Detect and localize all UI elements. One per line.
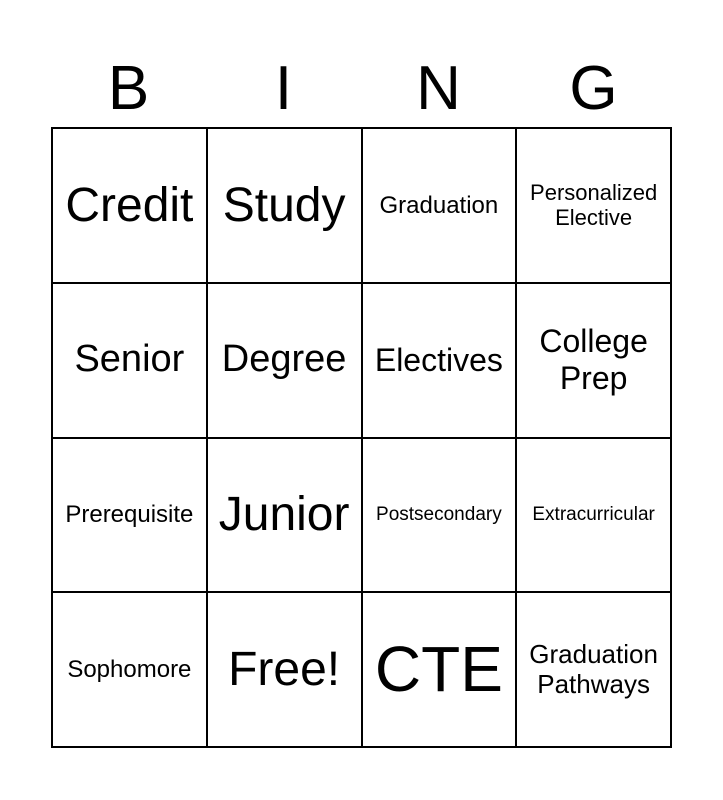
bingo-cell[interactable]: College Prep [517, 284, 672, 439]
bingo-cell[interactable]: Extracurricular [517, 439, 672, 594]
bingo-cell[interactable]: Sophomore [53, 593, 208, 748]
bingo-cell[interactable]: Prerequisite [53, 439, 208, 594]
bingo-cell[interactable]: Postsecondary [363, 439, 518, 594]
bingo-cell[interactable]: CTE [363, 593, 518, 748]
bingo-cell[interactable]: Electives [363, 284, 518, 439]
bingo-cell[interactable]: Graduation [363, 129, 518, 284]
bingo-cell[interactable]: Study [208, 129, 363, 284]
bingo-cell[interactable]: Personalized Elective [517, 129, 672, 284]
bingo-cell[interactable]: Junior [208, 439, 363, 594]
bingo-cell[interactable]: Degree [208, 284, 363, 439]
header-letter-n: N [416, 54, 461, 123]
bingo-cell[interactable]: Graduation Pathways [517, 593, 672, 748]
free-space-cell[interactable]: Free! [208, 593, 363, 748]
header-letter-i: I [274, 54, 293, 123]
bingo-header [51, 50, 671, 128]
bingo-cell[interactable]: Senior [53, 284, 208, 439]
header-letter-g: G [569, 54, 618, 123]
bingo-board [51, 127, 672, 748]
bingo-cell[interactable]: Credit [53, 129, 208, 284]
header-letter-b: B [107, 54, 150, 123]
